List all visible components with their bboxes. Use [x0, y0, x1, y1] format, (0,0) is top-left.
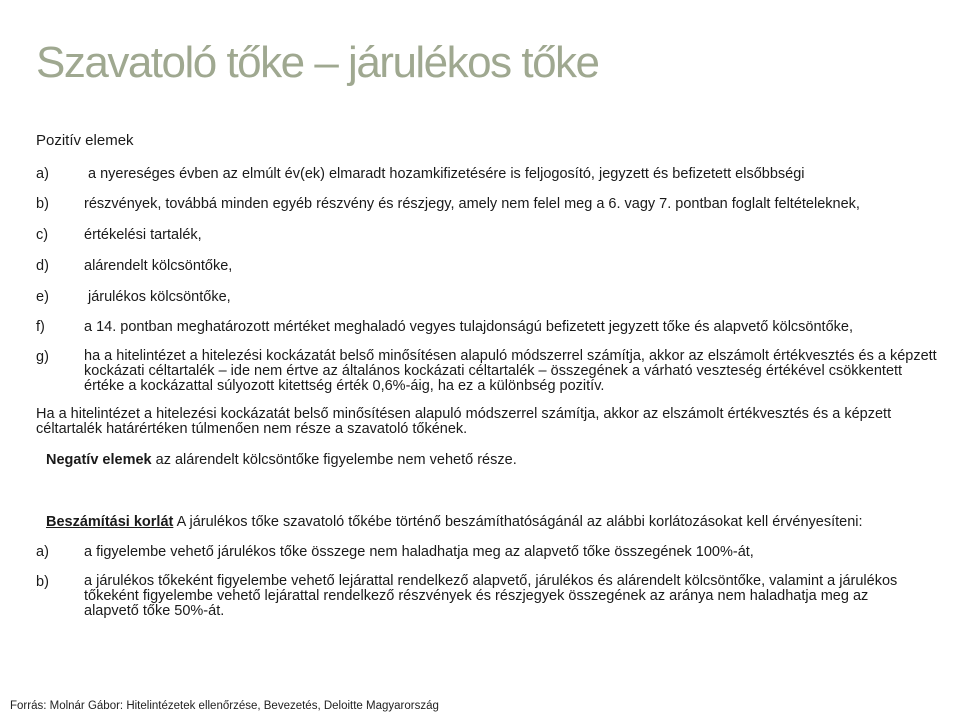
positive-heading: Pozitív elemek	[36, 132, 134, 149]
limits-text: A járulékos tőke szavatoló tőkébe történő beszámíthatóságánál az alábbi korlátozásokat kell érvényesíteni:	[176, 514, 863, 530]
negative-text: az alárendelt kölcsöntőke figyelembe nem vehető része.	[155, 452, 517, 468]
limit-label-a: a)	[36, 544, 49, 560]
item-label-c: c)	[36, 227, 49, 243]
positive-item-e: járulékos kölcsöntőke,	[88, 289, 231, 305]
item-label-g: g)	[36, 349, 49, 365]
positive-item-a: a nyereséges évben az elmúlt év(ek) elmaradt hozamkifizetésére is feljogosító, jegyzett és befizetett elsőbbségi	[88, 166, 805, 182]
limits-section	[46, 514, 863, 530]
item-label-b: b)	[36, 196, 49, 212]
negative-heading: Negatív elemek	[46, 452, 152, 468]
positive-item-d: alárendelt kölcsöntőke,	[84, 258, 233, 274]
note-paragraph: Ha a hitelintézet a hitelezési kockázatát belső minősítésen alapuló módszerrel számítja, akkor az elszámolt értékvesztés és a képzett céltartalék határértéken túlmenően nem része a szavatoló tőkének.	[36, 406, 892, 437]
positive-item-b: részvények, továbbá minden egyéb részvény és részjegy, amely nem felel meg a 6. vagy 7. pontban foglalt feltételeknek,	[84, 196, 860, 212]
source-footer: Forrás: Molnár Gábor: Hitelintézetek ellenőrzése, Bevezetés, Deloitte Magyarország	[10, 700, 439, 712]
page-title: Szavatoló tőke – járulékos tőke	[36, 38, 599, 87]
limits-heading: Beszámítási korlát	[46, 514, 174, 530]
limit-label-b: b)	[36, 574, 49, 590]
positive-item-f: a 14. pontban meghatározott mértéket meghaladó vegyes tulajdonságú befizetett jegyzett tőke és alapvető kölcsöntőke,	[84, 319, 853, 335]
negative-section	[46, 452, 517, 468]
item-label-a: a)	[36, 166, 49, 182]
positive-item-c: értékelési tartalék,	[84, 227, 202, 243]
item-label-e: e)	[36, 289, 49, 305]
item-label-f: f)	[36, 319, 45, 335]
positive-item-g: ha a hitelintézet a hitelezési kockázatát belső minősítésen alapuló módszerrel számítja, akkor az elszámolt értékvesztés és a képzett kockázati céltartalék – ide nem értve az általános kockázati céltartalék – összegének a várható veszteség értékével csökkentett értéke a kockázattal súlyozott kitettség érték 0,6%-áig, ha ez a különbség pozitív.	[84, 348, 937, 394]
limit-item-a: a figyelembe vehető járulékos tőke összege nem haladhatja meg az alapvető tőke összegének 100%-át,	[84, 544, 754, 560]
limit-item-b: a járulékos tőkeként figyelembe vehető lejárattal rendelkező alapvető, járulékos és alárendelt kölcsöntőke, valamint a járulékos tőkeként figyelembe vehető lejárattal rendelkező részvények és részjegyek összegének az aránya nem haladhatja meg az alapvető tőke 50%-át.	[84, 573, 898, 619]
item-label-d: d)	[36, 258, 49, 274]
